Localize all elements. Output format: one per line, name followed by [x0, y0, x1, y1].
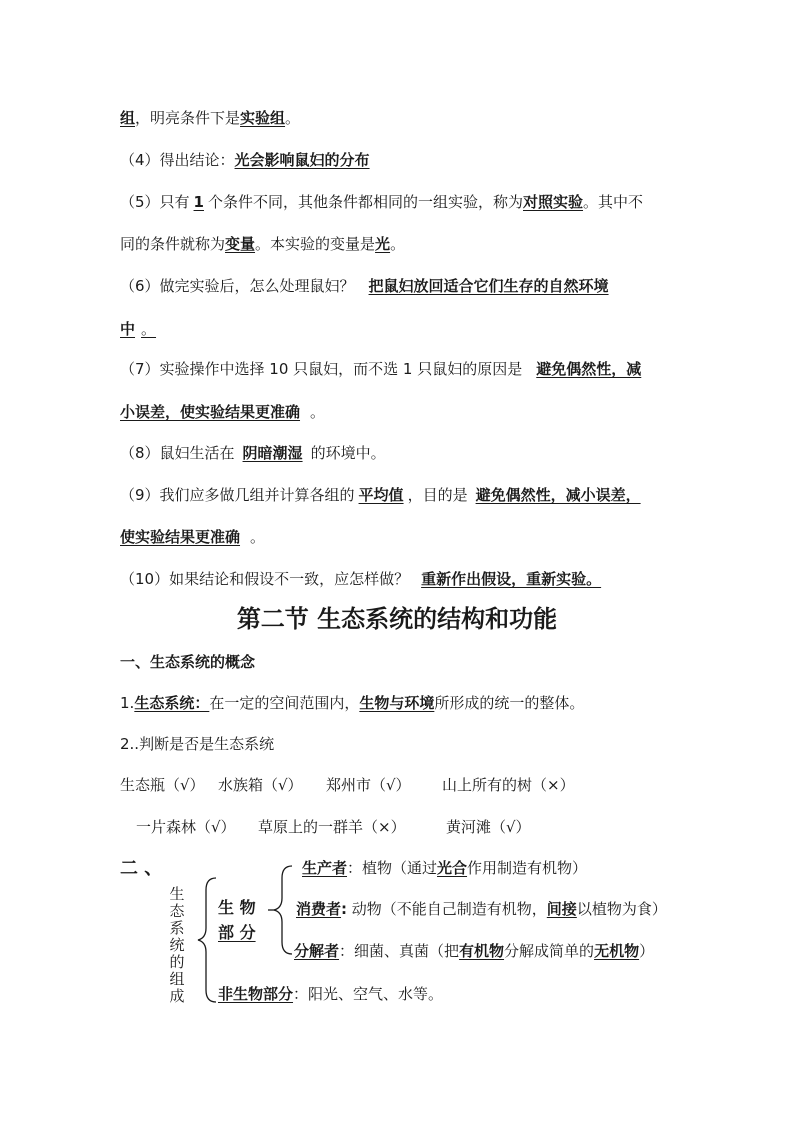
char: 系 — [169, 919, 185, 937]
term: 生产者 — [302, 859, 348, 877]
nonbio-line — [218, 983, 443, 1005]
fill-answer: 变量 — [225, 235, 256, 253]
bio-part-label-2: 部 分 — [218, 923, 256, 942]
text: 。 — [250, 528, 266, 546]
text: ，目的是 — [407, 486, 468, 504]
fill-answer: 生物与环境 — [359, 694, 435, 712]
fill-answer: 把鼠妇放回适合它们生存的自然环境 — [368, 277, 609, 295]
text: ，明亮条件下是 — [135, 109, 241, 127]
fill-answer: 实验组 — [240, 109, 286, 127]
text: 。 — [141, 320, 157, 338]
term: 非生物部分 — [218, 985, 294, 1003]
term: 生态系统： — [134, 694, 210, 712]
text: 在一定的空间范围内， — [209, 694, 360, 712]
text: 以植物为食） — [576, 900, 667, 918]
fill-answer: 对照实验 — [523, 193, 584, 211]
fill-answer: 有机物 — [459, 942, 505, 960]
big-brace — [198, 878, 216, 1002]
text: 。 — [310, 403, 326, 421]
judge-item: 生态瓶（√） — [120, 776, 205, 794]
char: 生 — [169, 885, 185, 903]
char: 组 — [169, 970, 185, 988]
fill-answer: 阴暗潮湿 — [242, 444, 303, 462]
fill-answer: 平均值 — [358, 486, 404, 504]
heading: 二 、 — [120, 858, 163, 879]
judge-item: 水族箱（√） — [218, 776, 303, 794]
text: 。 — [285, 109, 301, 127]
text: ：阳光、空气、水等。 — [293, 985, 444, 1003]
fill-answer: 间接 — [546, 900, 577, 918]
text: 分解成简单的 — [504, 942, 595, 960]
term: 消费者 — [296, 900, 342, 918]
text: 所形成的统一的整体。 — [434, 694, 585, 712]
fill-answer: 组 — [120, 109, 136, 127]
small-brace — [274, 866, 292, 954]
text: ） — [639, 942, 655, 960]
text: 1. — [120, 694, 135, 712]
section-title: 第二节 生态系统的结构和功能 — [236, 605, 558, 633]
text: （8）鼠妇生活在 — [120, 444, 235, 462]
judge-item: 山上所有的树（×） — [442, 776, 575, 794]
text: 的环境中。 — [310, 444, 386, 462]
text: （6）做完实验后，怎么处理鼠妇？ — [120, 277, 355, 295]
judge-item: 黄河滩（√） — [446, 818, 531, 836]
fill-answer: 无机物 — [594, 942, 640, 960]
fill-answer: 避免偶然性，减 — [536, 360, 642, 378]
consumer-line — [296, 898, 667, 920]
text: 。本实验的变量是 — [255, 235, 376, 253]
judge-item: 一片森林（√） — [136, 818, 236, 836]
char: 统 — [169, 936, 185, 954]
char: 态 — [169, 902, 185, 920]
judge-item: 草原上的一群羊（×） — [258, 818, 406, 836]
fill-answer: 小误差，使实验结果更准确 — [120, 403, 301, 421]
text: （4）得出结论： — [120, 151, 235, 169]
text: （5）只有 — [120, 193, 190, 211]
text: 。其中不 — [583, 193, 644, 211]
fill-answer: 避免偶然性，减小误差， — [475, 486, 641, 504]
fill-answer: 光会影响鼠妇的分布 — [234, 151, 370, 169]
fill-answer: 重新作出假设，重新实验。 — [421, 570, 602, 588]
char: 成 — [169, 987, 185, 1005]
text: 个条件不同，其他条件都相同的一组实验，称为 — [207, 193, 523, 211]
heading: 一、生态系统的概念 — [120, 653, 256, 671]
fill-answer: 使实验结果更准确 — [120, 528, 241, 546]
fill-answer: 光 — [375, 235, 391, 253]
text: 作用制造有机物） — [467, 859, 588, 877]
judge-title: 2..判断是否是生态系统 — [120, 735, 275, 753]
text: ：细菌、真菌（把 — [339, 942, 460, 960]
text: （9）我们应多做几组并计算各组的 — [120, 486, 355, 504]
text: 。 — [390, 235, 406, 253]
text: 同的条件就称为 — [120, 235, 226, 253]
judge-item: 郑州市（√） — [326, 776, 411, 794]
bio-part-label-1: 生 物 — [218, 898, 256, 917]
fill-answer: 中 — [120, 320, 136, 338]
fill-answer: 1 — [193, 193, 204, 211]
term: 分解者 — [294, 942, 340, 960]
decomposer-line — [294, 940, 654, 962]
text: : — [341, 900, 348, 918]
text: ：植物（通过 — [347, 859, 438, 877]
producer-line — [302, 857, 587, 879]
text: （10）如果结论和假设不一致，应怎样做？ — [120, 570, 410, 588]
char: 的 — [169, 953, 185, 971]
text: （7）实验操作中选择 10 只鼠妇，而不选 1 只鼠妇的原因是 — [120, 360, 523, 378]
text: 动物（不能自己制造有机物， — [347, 900, 547, 918]
fill-answer: 光合 — [437, 859, 468, 877]
